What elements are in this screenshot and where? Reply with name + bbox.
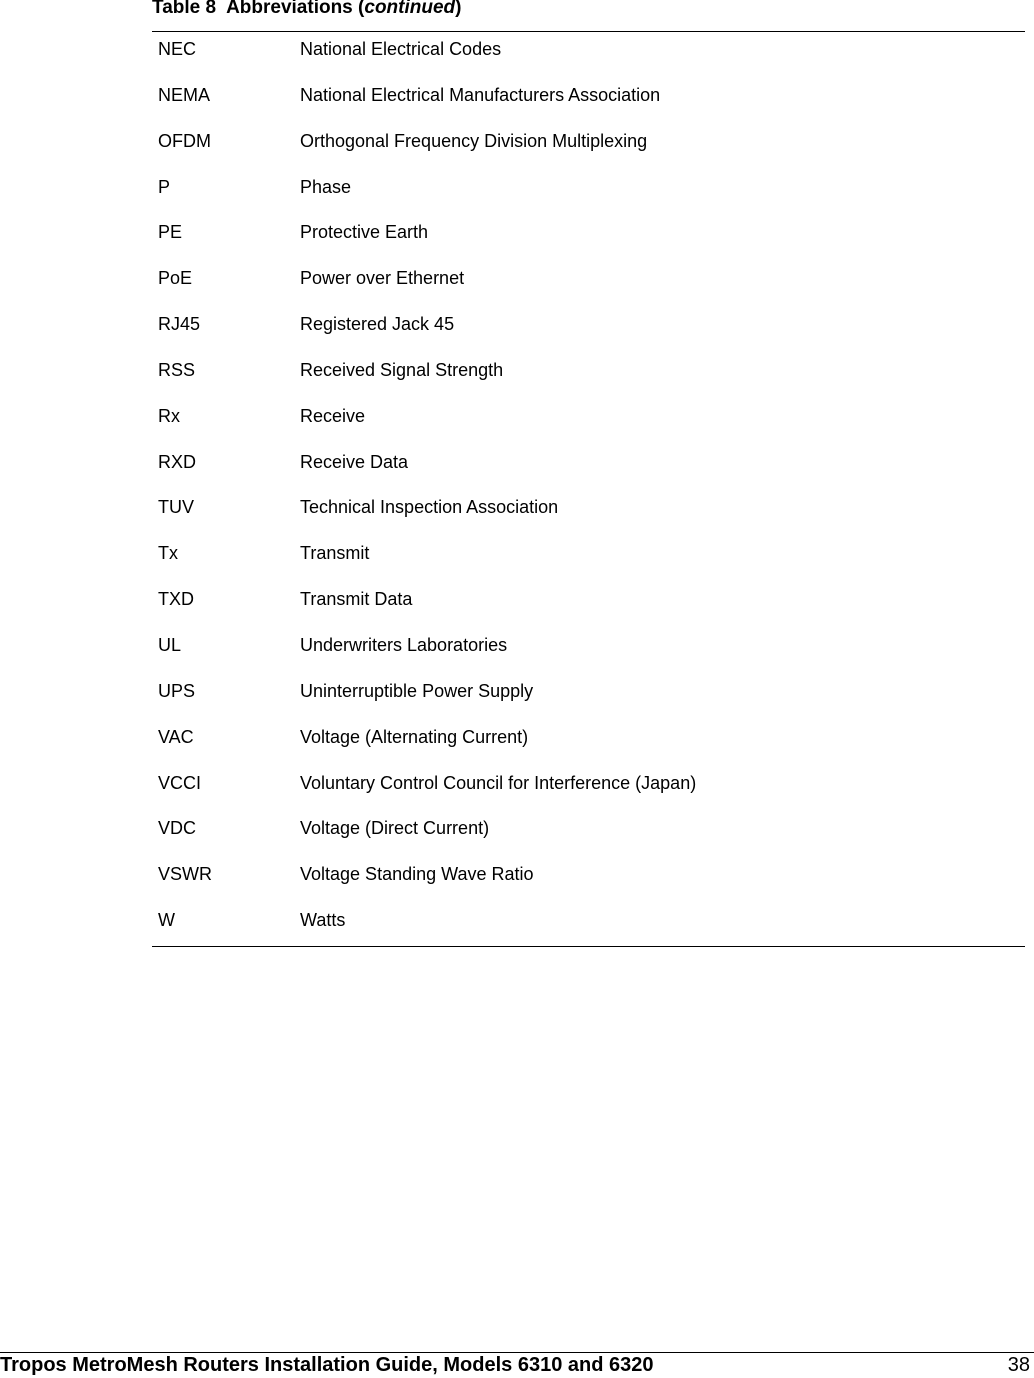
table-row — [152, 862, 1025, 908]
table-row — [152, 771, 1025, 817]
abbreviation-cell: NEMA — [158, 84, 211, 105]
table-row — [152, 312, 1025, 358]
abbreviation-cell: TXD — [158, 589, 194, 610]
definition-cell: Transmit Data — [300, 589, 413, 610]
definition-cell: Protective Earth — [300, 222, 429, 243]
table-top-rule — [152, 31, 1025, 32]
abbreviation-cell: Tx — [158, 543, 178, 564]
abbreviation-cell: PE — [158, 222, 183, 243]
table-title-continued: continued — [364, 0, 456, 18]
table-title: Abbreviations ( — [226, 0, 365, 18]
definition-cell: Uninterruptible Power Supply — [300, 680, 534, 701]
abbreviation-cell: Rx — [158, 405, 180, 426]
abbreviations-table — [152, 37, 1025, 954]
abbreviation-cell: UL — [158, 634, 182, 655]
table-row — [152, 541, 1025, 587]
definition-cell: Received Signal Strength — [300, 359, 504, 380]
abbreviation-cell: VCCI — [158, 772, 202, 793]
definition-cell: Technical Inspection Association — [300, 497, 559, 518]
table-row — [152, 725, 1025, 771]
definition-cell: Receive Data — [300, 451, 409, 472]
table-row — [152, 358, 1025, 404]
abbreviation-cell: VAC — [158, 726, 194, 747]
table-row — [152, 450, 1025, 496]
abbreviation-cell: RXD — [158, 451, 197, 472]
definition-cell: Registered Jack 45 — [300, 314, 455, 335]
table-row — [152, 633, 1025, 679]
table-row — [152, 679, 1025, 725]
definition-cell: Underwriters Laboratories — [300, 634, 508, 655]
table-row — [152, 404, 1025, 450]
definition-cell: Phase — [300, 176, 352, 197]
table-title-close: ) — [455, 0, 462, 18]
footer-title: Tropos MetroMesh Routers Installation Guide, Models 6310 and 6320 — [0, 1354, 654, 1376]
table-row — [152, 495, 1025, 541]
definition-cell: National Electrical Codes — [300, 39, 502, 59]
definition-cell: National Electrical Manufacturers Association — [300, 84, 661, 105]
table-row — [152, 266, 1025, 312]
definition-cell: Receive — [300, 405, 366, 426]
table-label: Table 8 — [152, 0, 217, 18]
table-row — [152, 816, 1025, 862]
abbreviation-cell: RSS — [158, 359, 196, 380]
definition-cell: Voltage (Alternating Current) — [300, 726, 529, 747]
definition-cell: Voltage Standing Wave Ratio — [300, 864, 534, 885]
table-bottom-rule — [152, 946, 1025, 947]
definition-cell: Transmit — [300, 543, 370, 564]
table-caption — [152, 0, 461, 19]
definition-cell: Voltage (Direct Current) — [300, 818, 490, 839]
page-number: 38 — [1007, 1354, 1030, 1376]
table-row — [152, 37, 1025, 83]
definition-cell: Orthogonal Frequency Division Multiplexing — [300, 130, 648, 151]
table-row — [152, 220, 1025, 266]
definition-cell: Power over Ethernet — [300, 268, 465, 289]
abbreviation-cell: NEC — [158, 39, 197, 59]
abbreviation-cell: UPS — [158, 680, 196, 701]
abbreviation-cell: VSWR — [158, 864, 212, 885]
table-row — [152, 83, 1025, 129]
abbreviation-cell: VDC — [158, 818, 197, 839]
definition-cell: Voluntary Control Council for Interference (Japan) — [300, 772, 697, 793]
abbreviation-cell: PoE — [158, 268, 193, 289]
table-row — [152, 129, 1025, 175]
table-row — [152, 175, 1025, 221]
abbreviation-cell: TUV — [158, 497, 194, 518]
footer-rule — [0, 1352, 1034, 1353]
abbreviation-cell: RJ45 — [158, 314, 201, 335]
abbreviation-cell: OFDM — [158, 130, 211, 151]
abbreviation-cell: P — [158, 176, 171, 197]
table-row — [152, 587, 1025, 633]
abbreviation-cell: W — [158, 910, 175, 931]
definition-cell: Watts — [300, 910, 346, 931]
